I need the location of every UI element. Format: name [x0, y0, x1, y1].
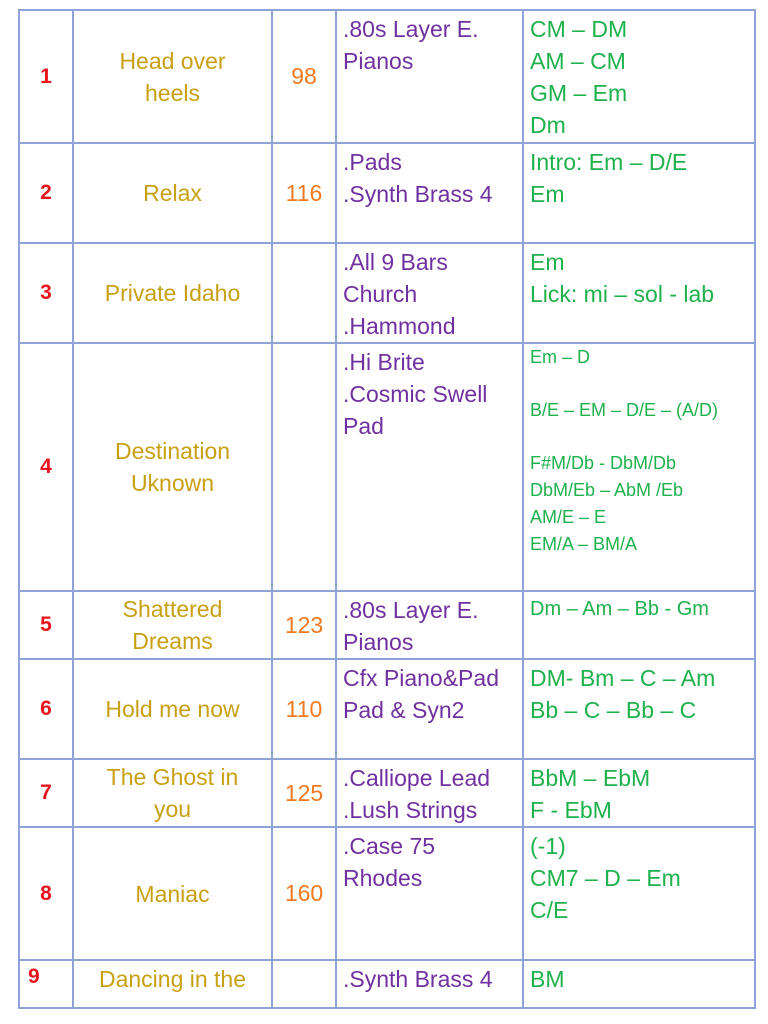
song-title: Maniac [73, 827, 272, 960]
song-sounds: Cfx Piano&Pad Pad & Syn2 [336, 659, 523, 759]
song-title: Dancing in the [73, 960, 272, 1008]
song-title: Private Idaho [73, 243, 272, 343]
song-number: 4 [19, 343, 73, 591]
song-sounds: .Synth Brass 4 [336, 960, 523, 1008]
song-sounds: .Hi Brite .Cosmic Swell Pad [336, 343, 523, 591]
song-number: 9 [19, 960, 73, 1008]
song-chords: Em Lick: mi – sol - lab [523, 243, 755, 343]
song-sounds: .All 9 Bars Church .Hammond [336, 243, 523, 343]
song-chords: (-1) CM7 – D – Em C/E [523, 827, 755, 960]
song-chords: Dm – Am – Bb - Gm [523, 591, 755, 659]
table-row [19, 143, 755, 243]
song-chords: CM – DM AM – CM GM – Em Dm [523, 10, 755, 143]
song-sounds: .80s Layer E. Pianos [336, 10, 523, 143]
table-row [19, 10, 755, 143]
song-title: Destination Uknown [73, 343, 272, 591]
table-row [19, 960, 755, 1008]
song-number: 8 [19, 827, 73, 960]
song-bpm: 160 [272, 827, 336, 960]
song-bpm: 125 [272, 759, 336, 827]
song-bpm: 116 [272, 143, 336, 243]
table-row [19, 759, 755, 827]
song-bpm [272, 343, 336, 591]
song-title: The Ghost in you [73, 759, 272, 827]
song-title: Shattered Dreams [73, 591, 272, 659]
song-chords: Intro: Em – D/E Em [523, 143, 755, 243]
song-number: 3 [19, 243, 73, 343]
song-sounds: .80s Layer E. Pianos [336, 591, 523, 659]
song-chords: DM- Bm – C – Am Bb – C – Bb – C [523, 659, 755, 759]
table-row [19, 591, 755, 659]
song-sounds: .Case 75 Rhodes [336, 827, 523, 960]
table-row [19, 827, 755, 960]
song-title: Relax [73, 143, 272, 243]
table-row [19, 243, 755, 343]
song-sounds: .Pads .Synth Brass 4 [336, 143, 523, 243]
song-chords: BbM – EbM F - EbM [523, 759, 755, 827]
song-bpm: 110 [272, 659, 336, 759]
setlist-table [18, 9, 756, 1009]
song-chords: Em – D B/E – EM – D/E – (A/D) F#M/Db - DbM/Db DbM/Eb – AbM /Eb AM/E – E EM/A – BM/A [523, 343, 755, 591]
song-chords: BM [523, 960, 755, 1008]
table-row [19, 343, 755, 591]
song-bpm: 123 [272, 591, 336, 659]
song-title: Hold me now [73, 659, 272, 759]
song-bpm [272, 243, 336, 343]
song-number: 1 [19, 10, 73, 143]
song-number: 2 [19, 143, 73, 243]
song-bpm [272, 960, 336, 1008]
song-sounds: .Calliope Lead .Lush Strings [336, 759, 523, 827]
song-number: 5 [19, 591, 73, 659]
song-title: Head over heels [73, 10, 272, 143]
song-number: 7 [19, 759, 73, 827]
song-bpm: 98 [272, 10, 336, 143]
table-row [19, 659, 755, 759]
song-number: 6 [19, 659, 73, 759]
